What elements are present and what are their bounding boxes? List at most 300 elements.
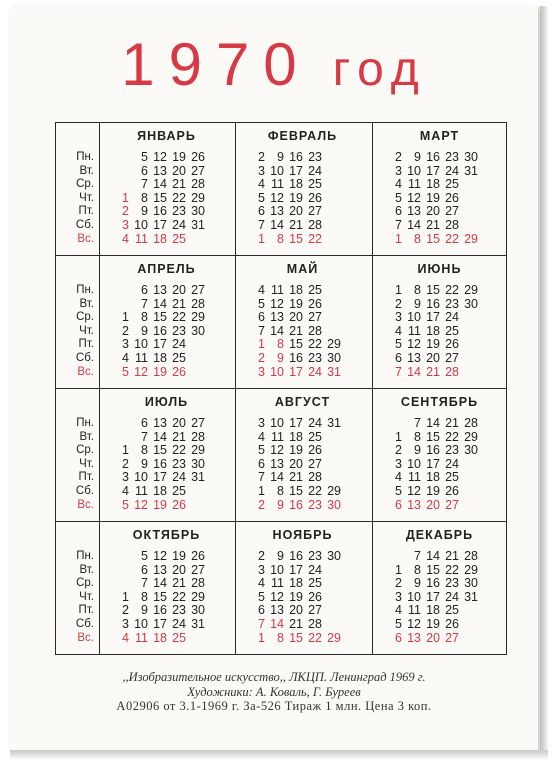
month-name: АВГУСТ [274, 395, 331, 409]
date-number: 19 [426, 190, 440, 205]
weekday-label: Чт. [79, 191, 94, 204]
date-number: 27 [445, 204, 459, 219]
date-number: 3 [258, 163, 265, 178]
weekday-row [383, 192, 478, 206]
date-number: 3 [395, 589, 402, 604]
date-number: 19 [426, 337, 440, 352]
date-number: 1 [122, 589, 129, 604]
date-number: 26 [191, 549, 205, 563]
date-number: 5 [395, 190, 402, 205]
date-number: 9 [414, 296, 421, 311]
date-number: 8 [277, 630, 284, 645]
weekday-row [110, 471, 205, 485]
weekday-row [246, 618, 341, 632]
month-name: НОЯБРЬ [272, 528, 333, 542]
date-number: 13 [407, 351, 421, 365]
date-number: 1 [258, 337, 265, 352]
weekday-label: Пт. [78, 604, 94, 617]
date-number: 16 [426, 576, 440, 591]
date-number: 10 [407, 163, 421, 178]
card-bottom-shadow [10, 750, 548, 760]
month-4 [100, 256, 233, 388]
weekday-row [383, 178, 478, 192]
date-number: 1 [258, 484, 265, 498]
date-number: 29 [191, 443, 205, 458]
date-number: 27 [445, 351, 459, 365]
date-number: 2 [395, 296, 402, 311]
date-number: 26 [308, 589, 322, 604]
date-number: 27 [191, 283, 205, 297]
weekday-row [110, 352, 205, 366]
date-number: 27 [445, 497, 459, 512]
date-number: 21 [289, 323, 303, 338]
date-number: 18 [153, 231, 167, 246]
date-number: 24 [445, 456, 459, 471]
date-number: 23 [308, 351, 322, 365]
date-number: 15 [426, 283, 440, 297]
weekday-row [110, 338, 205, 352]
date-number: 6 [258, 603, 265, 618]
date-number: 8 [277, 484, 284, 498]
date-number: 8 [141, 443, 148, 458]
date-number: 18 [289, 283, 303, 297]
weekday-row [110, 325, 205, 339]
date-number: 15 [153, 190, 167, 205]
date-number: 9 [141, 323, 148, 338]
weekday-row [246, 550, 341, 564]
date-number: 21 [445, 416, 459, 430]
weekday-row [110, 485, 205, 499]
weekday-row [110, 591, 205, 605]
date-number: 12 [153, 150, 167, 164]
date-number: 26 [445, 484, 459, 498]
weekday-labels [56, 389, 99, 521]
weekday-row [110, 458, 205, 472]
date-number: 23 [308, 549, 322, 563]
date-number: 10 [134, 337, 148, 352]
date-number: 5 [122, 497, 129, 512]
date-number: 7 [141, 296, 148, 311]
date-number: 10 [134, 218, 148, 232]
date-number: 17 [426, 456, 440, 471]
date-number: 3 [395, 163, 402, 178]
month-name: АПРЕЛЬ [137, 262, 196, 276]
date-number: 2 [258, 150, 265, 164]
date-number: 12 [270, 443, 284, 458]
weekday-labels [56, 256, 99, 388]
date-number: 25 [308, 283, 322, 297]
date-number: 28 [191, 296, 205, 311]
date-number: 11 [408, 603, 421, 618]
month-name: ИЮНЬ [417, 262, 462, 276]
weekday-row [110, 604, 205, 618]
date-number: 22 [172, 443, 186, 458]
date-number: 1 [258, 630, 265, 645]
date-number: 9 [414, 150, 421, 164]
date-number: 14 [153, 296, 167, 311]
date-number: 6 [141, 416, 148, 430]
weekday-label: Пт. [78, 338, 94, 351]
weekday-row [383, 233, 478, 247]
date-number: 7 [395, 364, 402, 379]
weekday-label: Пн. [76, 550, 94, 562]
date-number: 10 [270, 163, 284, 178]
date-number: 14 [407, 364, 421, 379]
date-number: 4 [395, 323, 402, 338]
month-6 [373, 256, 506, 388]
date-number: 7 [258, 218, 265, 232]
date-number: 29 [191, 589, 205, 604]
date-number: 19 [153, 497, 167, 512]
month-10 [100, 522, 233, 654]
date-number: 11 [271, 429, 284, 444]
date-number: 8 [414, 562, 421, 577]
weekday-row [383, 431, 478, 445]
date-number: 25 [308, 177, 322, 192]
date-number: 24 [308, 163, 322, 178]
date-number: 30 [464, 150, 478, 164]
date-number: 19 [153, 364, 167, 379]
date-number: 28 [445, 364, 459, 379]
weekday-row [110, 444, 205, 458]
date-number: 14 [270, 470, 284, 485]
weekday-row [110, 298, 205, 312]
date-number: 26 [308, 443, 322, 458]
date-number: 15 [153, 589, 167, 604]
date-number: 3 [122, 617, 129, 631]
weekday-label: Пн. [76, 284, 94, 296]
date-number: 25 [172, 630, 186, 645]
date-number: 18 [153, 351, 167, 365]
date-number: 2 [395, 576, 402, 591]
date-number: 9 [277, 549, 284, 563]
date-number: 6 [395, 351, 402, 365]
weekday-label: Чт. [79, 324, 94, 337]
weekday-row [110, 499, 205, 513]
date-number: 21 [445, 549, 459, 563]
date-number: 28 [445, 218, 459, 232]
weekday-label: Ср. [76, 311, 94, 324]
date-number: 19 [289, 443, 303, 458]
date-number: 5 [258, 296, 265, 311]
calendar-title [10, 31, 538, 101]
date-number: 9 [414, 576, 421, 591]
weekday-row [110, 311, 205, 325]
weekday-row [383, 151, 478, 165]
date-number: 22 [172, 310, 186, 325]
date-number: 23 [445, 150, 459, 164]
date-number: 21 [172, 177, 186, 192]
date-number: 20 [289, 603, 303, 618]
date-number: 30 [464, 443, 478, 458]
weekday-row [246, 311, 322, 325]
weekday-row [110, 564, 205, 578]
date-number: 11 [408, 323, 421, 338]
date-number: 31 [464, 163, 478, 178]
date-number: 23 [308, 497, 322, 512]
date-number: 28 [464, 549, 478, 563]
date-number: 6 [258, 204, 265, 219]
date-number: 10 [270, 416, 284, 430]
month-name: ЯНВАРЬ [137, 129, 196, 143]
date-number: 8 [414, 231, 421, 246]
weekday-label: Ср. [76, 444, 94, 457]
date-number: 2 [258, 351, 265, 365]
weekday-row [246, 178, 322, 192]
date-number: 1 [395, 283, 402, 297]
date-number: 11 [135, 484, 148, 498]
date-number: 11 [135, 231, 148, 246]
date-number: 18 [153, 484, 167, 498]
date-number: 17 [289, 416, 303, 430]
date-number: 4 [258, 177, 265, 192]
date-number: 1 [122, 190, 129, 205]
weekday-row [110, 618, 205, 632]
date-number: 14 [153, 429, 167, 444]
weekday-row [246, 284, 322, 298]
date-number: 16 [426, 443, 440, 458]
date-number: 25 [172, 231, 186, 246]
date-number: 6 [141, 163, 148, 178]
weekday-row [246, 577, 341, 591]
month-3 [373, 123, 506, 255]
date-number: 30 [464, 296, 478, 311]
date-number: 26 [308, 190, 322, 205]
weekday-label: Пт. [78, 205, 94, 218]
date-number: 21 [426, 218, 440, 232]
weekday-row [110, 165, 205, 179]
weekday-row [246, 417, 341, 431]
date-number: 12 [407, 484, 421, 498]
date-number: 4 [122, 484, 129, 498]
date-number: 8 [277, 231, 284, 246]
date-number: 29 [464, 429, 478, 444]
date-number: 1 [395, 231, 402, 246]
date-number: 13 [270, 310, 284, 325]
date-number: 5 [141, 549, 148, 563]
date-number: 2 [258, 497, 265, 512]
weekday-row [246, 338, 341, 352]
date-number: 9 [414, 443, 421, 458]
date-number: 13 [407, 497, 421, 512]
date-number: 20 [172, 283, 186, 297]
month-name: МАРТ [419, 129, 460, 143]
date-number: 12 [153, 549, 167, 563]
date-number: 20 [426, 351, 440, 365]
date-number: 6 [141, 283, 148, 297]
date-number: 13 [153, 283, 167, 297]
weekday-row [110, 233, 205, 247]
date-number: 21 [426, 364, 440, 379]
date-number: 18 [426, 603, 440, 618]
date-number: 9 [141, 456, 148, 471]
date-number: 29 [327, 630, 341, 645]
weekday-row [246, 471, 341, 485]
weekday-row [383, 311, 478, 325]
weekday-row [246, 366, 341, 380]
month-9 [373, 389, 506, 521]
date-number: 6 [258, 456, 265, 471]
date-number: 10 [407, 456, 421, 471]
date-number: 28 [308, 470, 322, 485]
date-number: 16 [153, 603, 167, 618]
weekday-row [246, 165, 322, 179]
date-number: 24 [308, 416, 322, 430]
date-number: 15 [426, 562, 440, 577]
weekday-label: Ср. [76, 577, 94, 590]
date-number: 3 [122, 337, 129, 352]
date-number: 17 [289, 364, 303, 379]
date-number: 4 [122, 630, 129, 645]
date-number: 12 [407, 337, 421, 352]
date-number: 20 [426, 204, 440, 219]
date-number: 28 [308, 617, 322, 631]
date-number: 28 [191, 576, 205, 591]
date-number: 4 [395, 603, 402, 618]
weekday-row [246, 352, 341, 366]
date-number: 17 [289, 562, 303, 577]
weekday-labels [56, 522, 99, 654]
month-name: ДЕКАБРЬ [405, 528, 474, 542]
date-number: 10 [270, 562, 284, 577]
date-number: 22 [308, 231, 322, 246]
date-number: 30 [191, 603, 205, 618]
weekday-row [110, 219, 205, 233]
date-number: 3 [258, 562, 265, 577]
weekday-label: Сб. [75, 219, 94, 231]
date-number: 7 [258, 617, 265, 631]
date-number: 3 [395, 456, 402, 471]
date-number: 22 [172, 589, 186, 604]
date-number: 24 [445, 310, 459, 325]
date-number: 1 [122, 310, 129, 325]
weekday-row [110, 151, 205, 165]
date-number: 8 [414, 283, 421, 297]
weekday-row [383, 604, 478, 618]
date-number: 15 [153, 443, 167, 458]
date-number: 10 [134, 470, 148, 485]
date-number: 1 [122, 443, 129, 458]
date-number: 8 [277, 337, 284, 352]
date-number: 24 [172, 617, 186, 631]
date-number: 22 [172, 190, 186, 205]
card-edge-shadow [540, 6, 548, 752]
date-number: 14 [270, 617, 284, 631]
date-number: 23 [172, 603, 186, 618]
weekday-row [246, 591, 341, 605]
date-number: 9 [141, 204, 148, 219]
date-number: 1 [258, 231, 265, 246]
date-number: 8 [141, 190, 148, 205]
date-number: 6 [258, 310, 265, 325]
date-number: 30 [191, 323, 205, 338]
weekday-row [383, 366, 478, 380]
date-number: 23 [445, 576, 459, 591]
weekday-row [246, 219, 322, 233]
date-number: 5 [122, 364, 129, 379]
date-number: 7 [141, 576, 148, 591]
date-number: 15 [426, 429, 440, 444]
weekday-row [383, 618, 478, 632]
date-number: 23 [308, 150, 322, 164]
date-number: 30 [191, 204, 205, 219]
date-number: 23 [172, 204, 186, 219]
date-number: 2 [122, 603, 129, 618]
weekday-row [383, 591, 478, 605]
date-number: 29 [464, 231, 478, 246]
weekday-row [246, 632, 341, 646]
date-number: 24 [445, 163, 459, 178]
weekday-row [383, 444, 478, 458]
weekday-row [246, 192, 322, 206]
date-number: 19 [426, 617, 440, 631]
date-number: 24 [308, 364, 322, 379]
date-number: 22 [445, 231, 459, 246]
date-number: 29 [191, 310, 205, 325]
weekday-row [383, 205, 478, 219]
weekday-row [383, 564, 478, 578]
date-number: 20 [289, 310, 303, 325]
date-number: 25 [172, 484, 186, 498]
date-number: 2 [395, 150, 402, 164]
date-number: 24 [308, 562, 322, 577]
weekday-row [246, 485, 341, 499]
weekday-row [110, 417, 205, 431]
date-number: 27 [191, 163, 205, 178]
month-8 [236, 389, 369, 521]
date-number: 30 [327, 351, 341, 365]
date-number: 31 [191, 218, 205, 232]
weekday-row [110, 550, 205, 564]
date-number: 23 [172, 323, 186, 338]
date-number: 11 [408, 470, 421, 485]
date-number: 30 [191, 456, 205, 471]
weekday-row [383, 632, 478, 646]
weekday-row [246, 298, 322, 312]
weekday-row [383, 485, 478, 499]
weekday-row [383, 298, 478, 312]
weekday-row [110, 192, 205, 206]
date-number: 29 [327, 484, 341, 498]
date-number: 26 [308, 296, 322, 311]
date-number: 31 [191, 617, 205, 631]
date-number: 18 [153, 630, 167, 645]
weekday-label: Сб. [75, 352, 94, 364]
imprint-line-print: А02906 от 3.1-1969 г. За-526 Тираж 1 млн. Цена 3 коп. [116, 699, 432, 713]
weekday-row [383, 471, 478, 485]
date-number: 3 [122, 218, 129, 232]
date-number: 10 [407, 589, 421, 604]
date-number: 4 [395, 177, 402, 192]
date-number: 29 [327, 337, 341, 352]
weekday-row [110, 632, 205, 646]
date-number: 20 [426, 630, 440, 645]
date-number: 16 [153, 456, 167, 471]
date-number: 5 [395, 484, 402, 498]
date-number: 30 [464, 576, 478, 591]
date-number: 3 [258, 364, 265, 379]
weekday-row [246, 151, 322, 165]
date-number: 4 [258, 283, 265, 297]
date-number: 6 [395, 497, 402, 512]
date-number: 5 [258, 443, 265, 458]
date-number: 14 [270, 218, 284, 232]
date-number: 15 [289, 630, 303, 645]
weekday-label: Пт. [78, 471, 94, 484]
title-year: 1970 [121, 31, 311, 98]
date-number: 27 [308, 603, 322, 618]
date-number: 23 [445, 443, 459, 458]
